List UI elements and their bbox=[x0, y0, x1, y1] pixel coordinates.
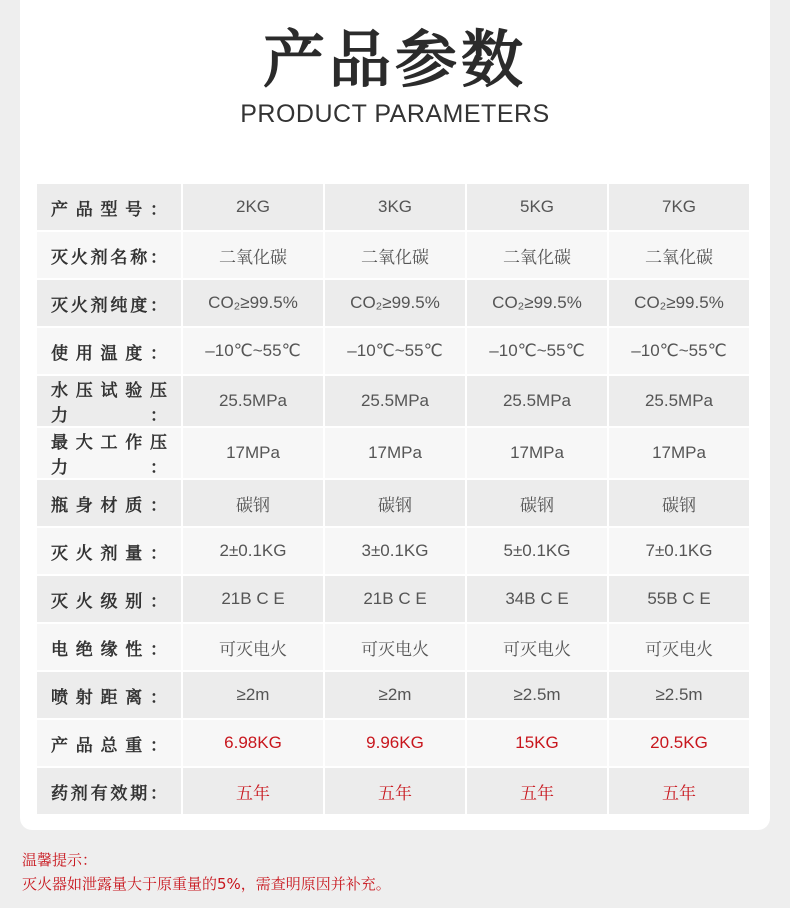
warm-tip-text: 灭火器如泄露量大于原重量的5%，需查明原因并补充。 bbox=[22, 875, 391, 893]
table-cell: –10℃~55℃ bbox=[325, 328, 465, 376]
table-row bbox=[37, 232, 749, 280]
page-subtitle: PRODUCT PARAMETERS bbox=[240, 100, 550, 128]
row-label: 产品总重： bbox=[37, 720, 181, 768]
table-cell: CO₂≥99.5% bbox=[609, 280, 749, 328]
table-row bbox=[37, 576, 749, 624]
table-row bbox=[37, 280, 749, 328]
table-cell: ≥2m bbox=[183, 672, 323, 720]
table-cell: 碳钢 bbox=[609, 480, 749, 528]
table-cell: 五年 bbox=[325, 768, 465, 816]
table-cell: 二氧化碳 bbox=[467, 232, 607, 280]
table-cell: 2KG bbox=[183, 184, 323, 232]
table-cell: 21B C E bbox=[183, 576, 323, 624]
table-cell: 二氧化碳 bbox=[183, 232, 323, 280]
table-cell: 9.96KG bbox=[325, 720, 465, 768]
row-label: 电绝缘性： bbox=[37, 624, 181, 672]
row-label: 产品型号： bbox=[37, 184, 181, 232]
row-label: 最大工作压力： bbox=[37, 428, 181, 480]
page-title: 产品参数 bbox=[262, 23, 527, 96]
table-cell: 碳钢 bbox=[183, 480, 323, 528]
row-label: 灭火级别： bbox=[37, 576, 181, 624]
table-cell: ≥2m bbox=[325, 672, 465, 720]
row-label: 灭火剂量： bbox=[37, 528, 181, 576]
table-cell: 20.5KG bbox=[609, 720, 749, 768]
table-cell: 可灭电火 bbox=[325, 624, 465, 672]
table-row bbox=[37, 528, 749, 576]
table-cell: 17MPa bbox=[467, 428, 607, 480]
row-label: 灭火剂名称： bbox=[37, 232, 181, 280]
row-label: 药剂有效期： bbox=[37, 768, 181, 816]
table-cell: 25.5MPa bbox=[609, 376, 749, 428]
parameters-table bbox=[35, 184, 751, 816]
table-cell: 五年 bbox=[609, 768, 749, 816]
table-row bbox=[37, 720, 749, 768]
table-cell: 碳钢 bbox=[325, 480, 465, 528]
table-cell: 5±0.1KG bbox=[467, 528, 607, 576]
table-cell: 3±0.1KG bbox=[325, 528, 465, 576]
table-cell: CO₂≥99.5% bbox=[467, 280, 607, 328]
row-label: 使用温度： bbox=[37, 328, 181, 376]
table-cell: CO₂≥99.5% bbox=[325, 280, 465, 328]
warm-tip bbox=[22, 848, 391, 896]
warm-tip-heading: 温馨提示： bbox=[22, 851, 98, 869]
table-cell: 17MPa bbox=[325, 428, 465, 480]
table-cell: 可灭电火 bbox=[467, 624, 607, 672]
table-cell: 21B C E bbox=[325, 576, 465, 624]
table-cell: 可灭电火 bbox=[183, 624, 323, 672]
table-row bbox=[37, 672, 749, 720]
table-row bbox=[37, 376, 749, 428]
table-row bbox=[37, 768, 749, 816]
table-cell: 可灭电火 bbox=[609, 624, 749, 672]
table-cell: 17MPa bbox=[609, 428, 749, 480]
table-row bbox=[37, 428, 749, 480]
table-cell: –10℃~55℃ bbox=[467, 328, 607, 376]
table-row bbox=[37, 328, 749, 376]
table-cell: 34B C E bbox=[467, 576, 607, 624]
table-cell: 5KG bbox=[467, 184, 607, 232]
table-row bbox=[37, 624, 749, 672]
table-cell: 17MPa bbox=[183, 428, 323, 480]
table-cell: –10℃~55℃ bbox=[609, 328, 749, 376]
table-cell: –10℃~55℃ bbox=[183, 328, 323, 376]
table-cell: 2±0.1KG bbox=[183, 528, 323, 576]
table-row bbox=[37, 480, 749, 528]
table-cell: 7KG bbox=[609, 184, 749, 232]
table-cell: 二氧化碳 bbox=[609, 232, 749, 280]
table-cell: 25.5MPa bbox=[467, 376, 607, 428]
table-cell: CO₂≥99.5% bbox=[183, 280, 323, 328]
table-cell: 碳钢 bbox=[467, 480, 607, 528]
row-label: 灭火剂纯度： bbox=[37, 280, 181, 328]
table-cell: 7±0.1KG bbox=[609, 528, 749, 576]
table-cell: ≥2.5m bbox=[609, 672, 749, 720]
row-label: 瓶身材质： bbox=[37, 480, 181, 528]
table-cell: ≥2.5m bbox=[467, 672, 607, 720]
table-cell: 五年 bbox=[183, 768, 323, 816]
table-row bbox=[37, 184, 749, 232]
table-cell: 25.5MPa bbox=[325, 376, 465, 428]
table-cell: 6.98KG bbox=[183, 720, 323, 768]
row-label: 喷射距离： bbox=[37, 672, 181, 720]
table-cell: 二氧化碳 bbox=[325, 232, 465, 280]
table-cell: 五年 bbox=[467, 768, 607, 816]
row-label: 水压试验压力： bbox=[37, 376, 181, 428]
table-cell: 55B C E bbox=[609, 576, 749, 624]
table-cell: 3KG bbox=[325, 184, 465, 232]
table-cell: 15KG bbox=[467, 720, 607, 768]
table-cell: 25.5MPa bbox=[183, 376, 323, 428]
